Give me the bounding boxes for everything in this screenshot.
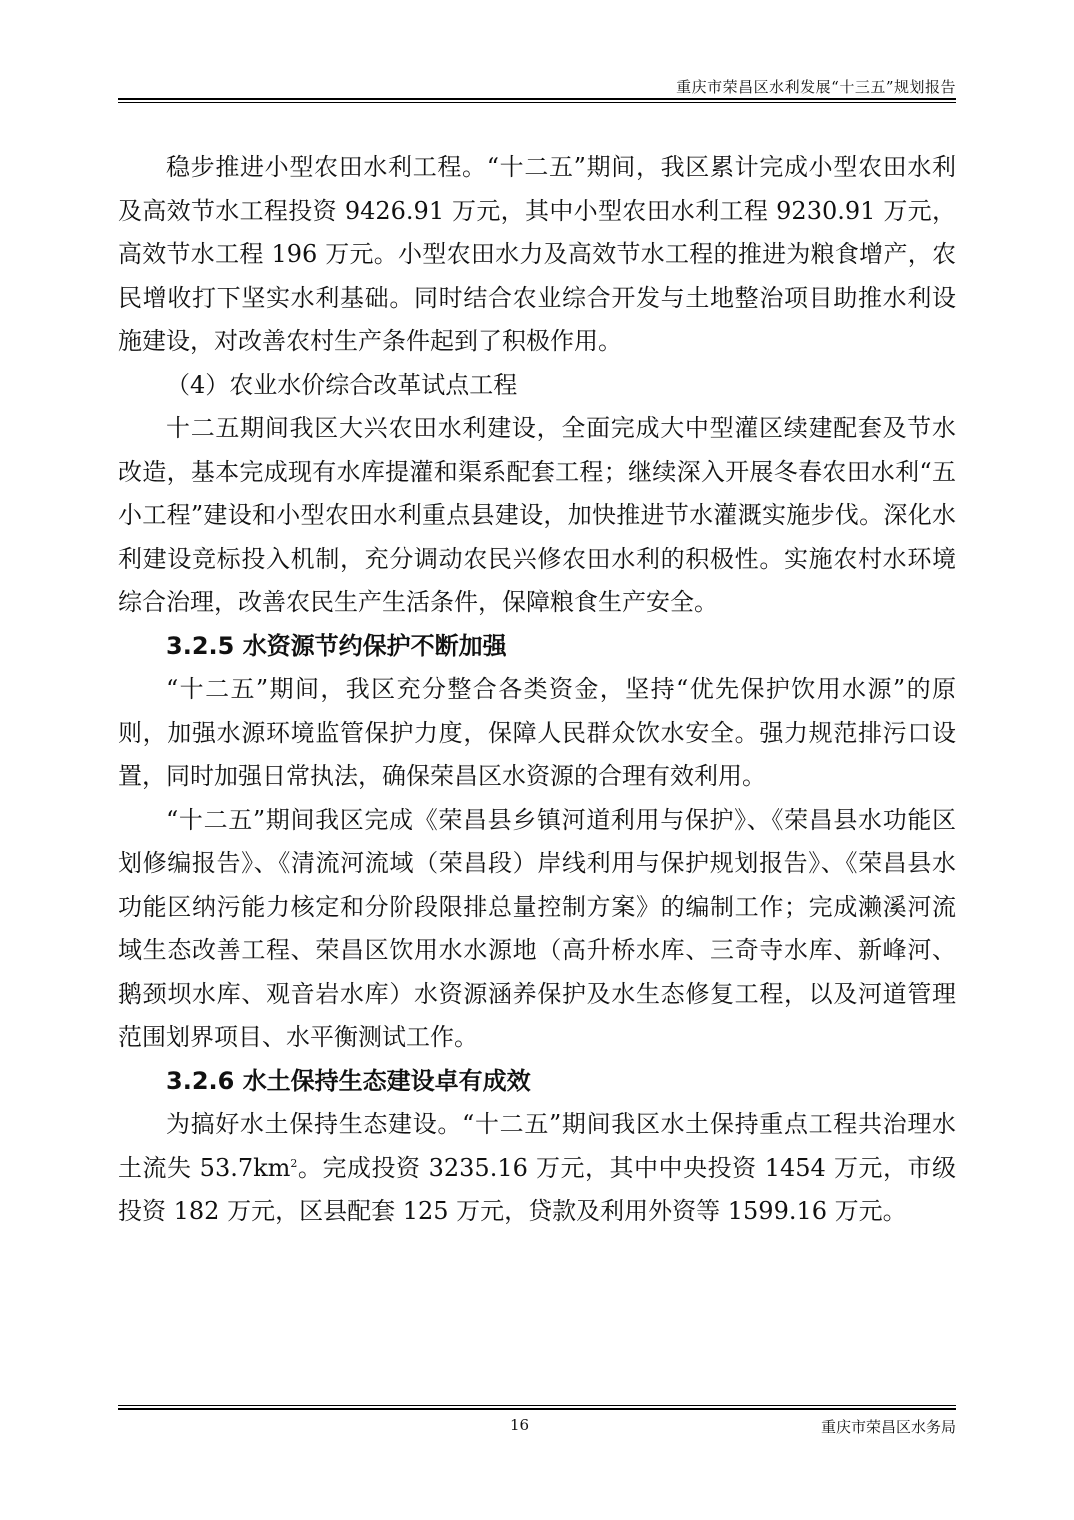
subheading-water-price-reform: （4）农业水价综合改革试点工程 xyxy=(166,370,518,399)
section-heading-3-2-5: 3.2.5 水资源节约保护不断加强 xyxy=(166,631,507,660)
page-number: 16 xyxy=(510,1416,530,1434)
footer-rule-thick xyxy=(118,1408,956,1410)
footer-organization: 重庆市荣昌区水务局 xyxy=(820,1418,956,1436)
paragraph-farmland-construction: 十二五期间我区大兴农田水利建设，全面完成大中型灌区续建配套及节水改造，基本完成现有水库提灌和渠系配套工程；继续深入开展冬春农田水利“五小工程”建设和小型农田水利重点县建设，加快推进节水灌溉实施步伐。深化水利建设竞标投入机制，充分调动农民兴修农田水利的积极性。实施农村水环境综合治理，改善农民生产生活条件，保障粮食生产安全。 xyxy=(118,414,956,616)
paragraph-water-source-protection: “十二五”期间，我区充分整合各类资金，坚持“优先保护饮用水源”的原则，加强水源环境监管保护力度，保障人民群众饮水安全。强力规范排污口设置，同时加强日常执法，确保荣昌区水资源的合理有效利用。 xyxy=(118,675,956,790)
soil-conservation-text-a: 为搞好水土保持生态建设。“十二五”期间我区水土保持重点工程共治理水土流失 53.7km xyxy=(118,1110,956,1182)
page-body xyxy=(118,146,956,1234)
section-heading-3-2-6: 3.2.6 水土保持生态建设卓有成效 xyxy=(166,1066,531,1095)
header-rule-thin xyxy=(118,102,956,103)
running-header-title: 重庆市荣昌区水利发展“十三五”规划报告 xyxy=(676,78,956,96)
paragraph-small-irrigation: 稳步推进小型农田水利工程。“十二五”期间，我区累计完成小型农田水利及高效节水工程投资 9426.91 万元，其中小型农田水利工程 9230.91 万元，高效节水工程 196 万元。小型农田水力及高效节水工程的推进为粮食增产，农民增收打下坚实水利基础。同时结合农业综合开发与土地整治项目助推水利设施建设，对改善农村生产条件起到了积极作用。 xyxy=(118,153,956,355)
paragraph-soil-conservation xyxy=(118,1103,956,1234)
soil-conservation-text-b: 。完成投资 3235.16 万元，其中中央投资 1454 万元，市级投资 182 万元，区县配套 125 万元，贷款及利用外资等 1599.16 万元。 xyxy=(118,1153,956,1225)
superscript-squared: 2 xyxy=(290,1156,298,1170)
header-rule-thick xyxy=(118,98,956,100)
footer-rule-thin xyxy=(118,1405,956,1406)
paragraph-completed-reports: “十二五”期间我区完成《荣昌县乡镇河道利用与保护》、《荣昌县水功能区划修编报告》、《清流河流域（荣昌段）岸线利用与保护规划报告》、《荣昌县水功能区纳污能力核定和分阶段限排总量控制方案》的编制工作；完成濑溪河流域生态改善工程、荣昌区饮用水水源地（高升桥水库、三奇寺水库、新峰河、鹅颈坝水库、观音岩水库）水资源涵养保护及水生态修复工程，以及河道管理范围划界项目、水平衡测试工作。 xyxy=(118,805,956,1051)
